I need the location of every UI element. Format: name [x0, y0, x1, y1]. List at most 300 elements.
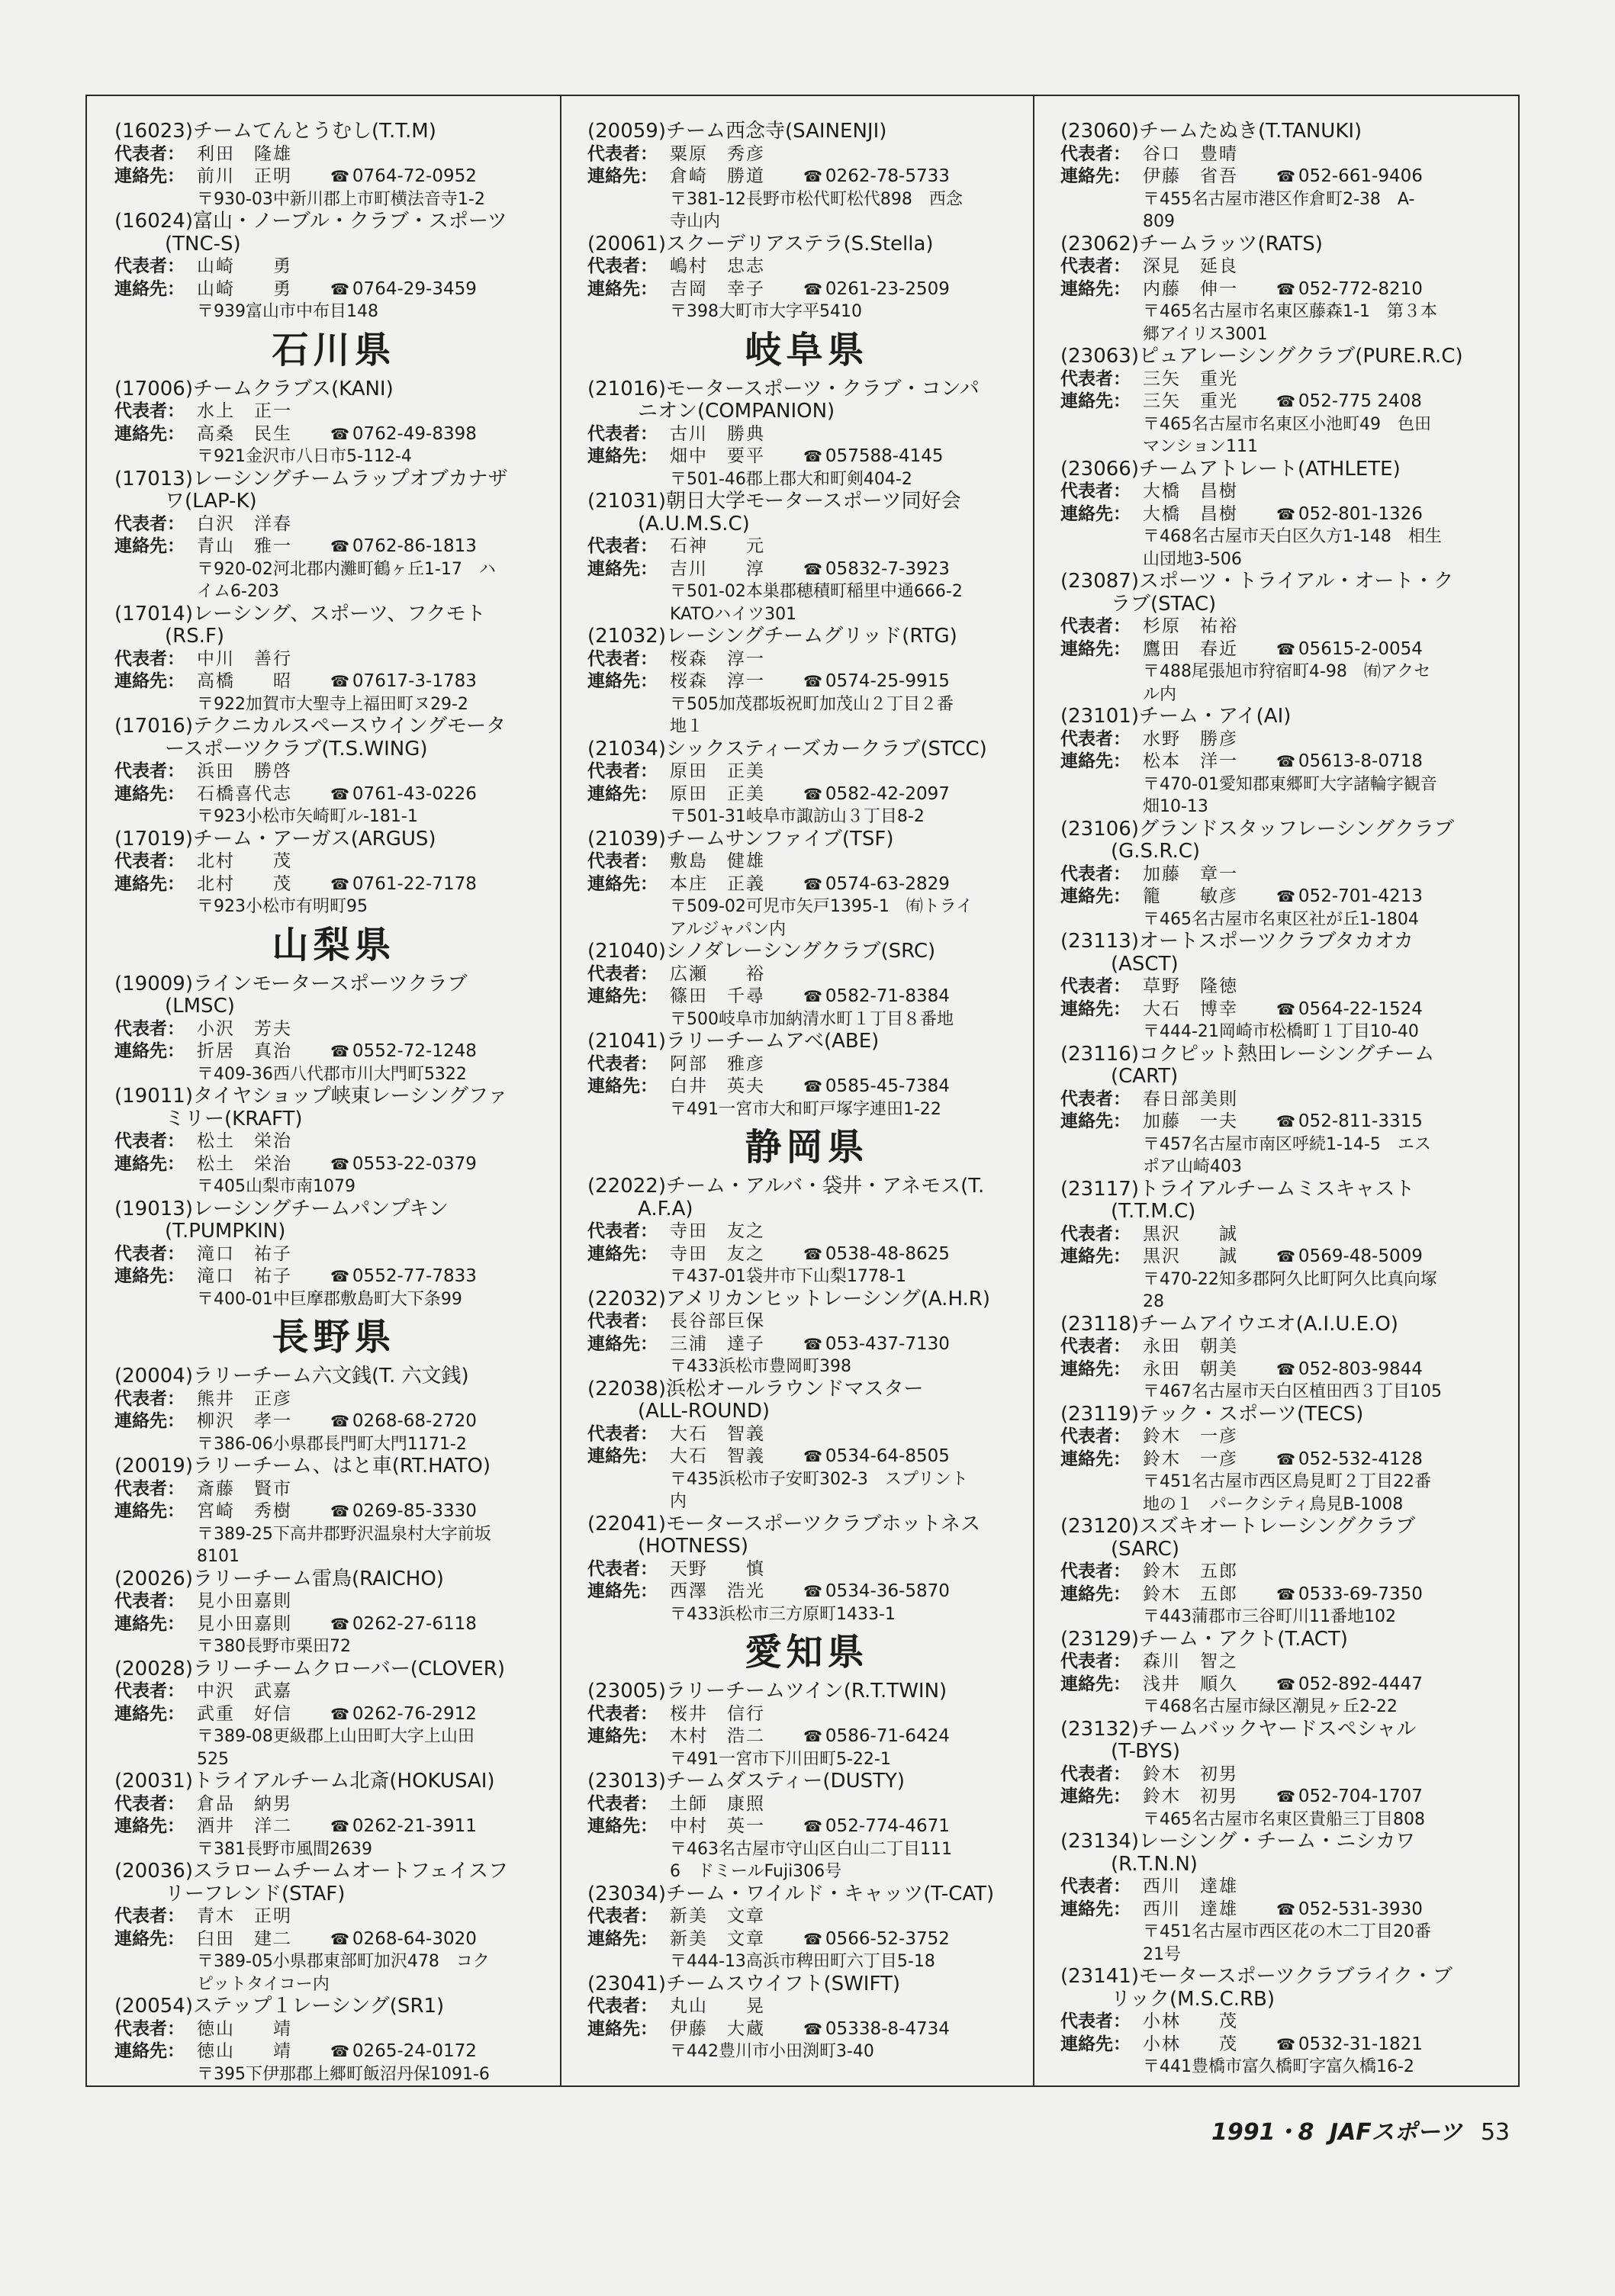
contact-row	[1060, 1111, 1499, 1134]
address-line: 〒500岐阜市加納清水町１丁目８番地	[670, 1009, 954, 1029]
club-name-continued: リック(M.S.C.RB)	[1111, 1987, 1276, 2011]
club-id: (17014)	[114, 602, 193, 625]
club-header	[114, 1455, 553, 1478]
representative-row	[114, 400, 553, 423]
contact-row	[114, 873, 553, 896]
phone-number: ☎ 0262-76-2912	[330, 1703, 477, 1726]
club-id: (23066)	[1060, 457, 1139, 481]
club-entry	[1060, 1043, 1499, 1179]
contact-label: 連絡先：	[114, 2041, 185, 2061]
club-id: (21040)	[587, 940, 666, 963]
club-header	[587, 490, 1026, 513]
club-name-continued: (G.S.R.C)	[1111, 840, 1201, 863]
address-line: 〒442豊川市小田渕町3-40	[670, 2042, 874, 2061]
club-name-continued: リーフレンド(STAF)	[165, 1882, 346, 1905]
club-header	[114, 468, 553, 491]
representative-label: 代表者：	[114, 1388, 185, 1409]
contact-row	[587, 1333, 1026, 1356]
contact-row	[587, 2018, 1026, 2041]
address-line: 〒470-22知多郡阿久比町阿久比真向塚	[1143, 1269, 1437, 1289]
club-name: チーム・アルバ・袋井・アネモス(T.	[666, 1175, 985, 1198]
contact-label: 連絡先：	[587, 986, 658, 1006]
contact-label: 連絡先：	[587, 1581, 658, 1601]
representative-row	[587, 761, 1026, 783]
contact-row	[1060, 751, 1499, 773]
club-name: トライアルチーム北斎(HOKUSAI)	[193, 1770, 495, 1793]
representative-row	[587, 1423, 1026, 1446]
address-line: 809	[1143, 212, 1175, 231]
prefecture-heading: 石川県	[272, 328, 396, 371]
phone-number: ☎ 0261-23-2509	[803, 278, 950, 301]
club-name: レーシング・チーム・ニシカワ	[1139, 1830, 1416, 1853]
phone-number: ☎ 052-531-3930	[1276, 1899, 1423, 1921]
club-header	[1060, 818, 1499, 841]
contact-label: 連絡先：	[114, 1411, 185, 1431]
address-line: 〒441豊橋市富久橋町字富久橋16-2	[1143, 2057, 1414, 2076]
club-header	[114, 121, 553, 143]
contact-row	[1060, 166, 1499, 188]
club-header	[587, 1175, 1026, 1198]
club-name: チーム・ワイルド・キャッツ(T-CAT)	[666, 1882, 995, 1905]
representative-row	[114, 1388, 553, 1411]
contact-label: 連絡先：	[114, 671, 185, 691]
representative-name: 深見 延良	[1143, 256, 1238, 276]
column-3	[1060, 121, 1499, 2079]
contact-name: 西川 達雄	[1143, 1899, 1238, 1919]
representative-label: 代表者：	[1060, 976, 1131, 996]
representative-label: 代表者：	[587, 1311, 658, 1331]
contact-label: 連絡先：	[114, 1703, 185, 1724]
club-entry	[1060, 571, 1499, 706]
phone-number: ☎ 0553-22-0379	[330, 1153, 477, 1176]
club-entry	[587, 233, 1026, 323]
club-entry	[1060, 233, 1499, 346]
representative-label: 代表者：	[587, 1793, 658, 1814]
phone-number: ☎ 052-811-3315	[1276, 1111, 1423, 1134]
representative-label: 代表者：	[1060, 1764, 1131, 1784]
representative-row	[114, 1130, 553, 1153]
contact-row	[1060, 278, 1499, 301]
contact-row	[1060, 1359, 1499, 1381]
contact-name: 西澤 浩光	[670, 1581, 765, 1601]
representative-label: 代表者：	[114, 851, 185, 871]
club-entry	[587, 1031, 1026, 1121]
club-name: ラリーチーム、はと車(RT.HATO)	[193, 1455, 491, 1478]
club-name-continued: ースポーツクラブ(T.S.WING)	[165, 737, 428, 761]
representative-label: 代表者：	[114, 1018, 185, 1039]
phone-number: ☎ 052-532-4128	[1276, 1449, 1423, 1471]
club-name: チームダスティー(DUSTY)	[666, 1770, 906, 1793]
contact-label: 連絡先：	[114, 1928, 185, 1949]
club-id: (17016)	[114, 715, 193, 738]
contact-label: 連絡先：	[587, 1928, 658, 1949]
phone-number: ☎ 0764-72-0952	[330, 166, 477, 188]
phone-number: ☎ 05338-8-4734	[803, 2018, 950, 2041]
club-entry	[587, 1288, 1026, 1378]
phone-number: ☎ 0761-43-0226	[330, 783, 477, 806]
representative-label: 代表者：	[587, 536, 658, 556]
contact-name: 鈴木 五郎	[1143, 1584, 1238, 1604]
representative-name: 青木 正明	[197, 1906, 292, 1926]
club-entry	[587, 121, 1026, 233]
phone-number: ☎ 0582-42-2097	[803, 783, 950, 806]
contact-name: 石橋喜代志	[197, 783, 292, 804]
club-name: ラリーチームアベ(ABE)	[666, 1030, 880, 1053]
club-name: シノダレーシングクラブ(SRC)	[666, 940, 936, 963]
representative-label: 代表者：	[1060, 481, 1131, 501]
contact-label: 連絡先：	[1060, 998, 1131, 1019]
club-name: ラリーチームツイン(R.T.TWIN)	[666, 1680, 947, 1703]
contact-name: 山崎 勇	[197, 278, 292, 299]
phone-number: ☎ 0586-71-6424	[803, 1725, 950, 1748]
phone-number: ☎ 0534-64-8505	[803, 1445, 950, 1468]
contact-row	[1060, 1449, 1499, 1471]
phone-number: ☎ 0762-49-8398	[330, 423, 477, 446]
contact-name: 伊藤 省吾	[1143, 166, 1238, 186]
address-line: 〒455名古屋市港区作倉町2-38 A-	[1143, 189, 1415, 209]
contact-name: 吉川 淳	[670, 558, 765, 579]
club-id: (23087)	[1060, 570, 1139, 593]
club-id: (23118)	[1060, 1312, 1139, 1336]
representative-name: 杉原 祐裕	[1143, 616, 1238, 636]
representative-row	[114, 1018, 553, 1041]
representative-label: 代表者：	[587, 648, 658, 669]
contact-label: 連絡先：	[1060, 1449, 1131, 1469]
club-entry	[1060, 1179, 1499, 1314]
address-line: 〒444-13高浜市稗田町六丁目5-18	[670, 1952, 935, 1971]
address-line: 地の１ パークシティ鳥見B-1008	[1143, 1494, 1404, 1514]
club-entry	[1060, 818, 1499, 931]
representative-label: 代表者：	[114, 2018, 185, 2039]
contact-row	[1060, 1786, 1499, 1809]
contact-label: 連絡先：	[114, 783, 185, 804]
contact-label: 連絡先：	[114, 1613, 185, 1634]
address-line: 〒501-46郡上郡大和町剣404-2	[670, 469, 912, 489]
contact-label: 連絡先：	[587, 446, 658, 466]
representative-row	[1060, 863, 1499, 886]
club-header	[1060, 1314, 1499, 1336]
club-name: アメリカンヒットレーシング(A.H.R)	[666, 1287, 991, 1310]
representative-row	[1060, 1336, 1499, 1359]
club-name-continued: (ASCT)	[1111, 952, 1179, 976]
representative-name: 浜田 勝啓	[197, 761, 292, 781]
representative-label: 代表者：	[114, 648, 185, 669]
address-line: 〒509-02可児市矢戸1395-1 ㈲トライ	[670, 897, 973, 916]
phone-number: ☎ 0566-52-3752	[803, 1928, 950, 1951]
contact-row	[114, 2040, 553, 2063]
club-header	[587, 1378, 1026, 1401]
contact-name: 原田 正美	[670, 783, 765, 804]
contact-label: 連絡先：	[587, 1243, 658, 1264]
contact-row	[114, 1613, 553, 1636]
club-name: スポーツ・トライアル・オート・ク	[1139, 570, 1454, 593]
representative-name: 石神 元	[670, 536, 765, 556]
representative-row	[114, 1243, 553, 1266]
phone-number: ☎ 052-772-8210	[1276, 278, 1423, 301]
directory-frame	[85, 95, 1520, 2087]
representative-name: 阿部 雅彦	[670, 1053, 765, 1074]
contact-row	[587, 278, 1026, 301]
representative-name: 山崎 勇	[197, 256, 292, 276]
contact-row	[114, 535, 553, 558]
contact-name: 浅井 順久	[1143, 1674, 1238, 1694]
phone-number: ☎ 0262-27-6118	[330, 1613, 477, 1636]
club-name: モータースポーツ・クラブ・コンパ	[666, 377, 980, 400]
club-entry	[587, 1513, 1026, 1626]
address-line: 〒923小松市矢崎町ル-181-1	[197, 807, 418, 826]
contact-label: 連絡先：	[587, 671, 658, 691]
club-name: レーシング、スポーツ、フクモト	[193, 602, 486, 625]
contact-row	[587, 783, 1026, 806]
club-entry	[1060, 458, 1499, 571]
address-line: 〒435浜松市子安町302-3 スプリント	[670, 1469, 969, 1489]
club-name: ラリーチーム雷鳥(RAICHO)	[193, 1567, 444, 1590]
club-header	[1060, 346, 1499, 368]
club-entry	[1060, 1719, 1499, 1831]
prefecture-heading: 岐阜県	[745, 328, 869, 371]
representative-row	[1060, 1876, 1499, 1899]
club-entry	[114, 1770, 553, 1860]
representative-name: 中川 善行	[197, 648, 292, 669]
club-entry	[1060, 1516, 1499, 1629]
address-line: 〒939富山市中布目148	[197, 302, 378, 321]
club-name-continued: ラブ(STAC)	[1111, 592, 1217, 616]
address-line: 525	[197, 1749, 229, 1769]
contact-label: 連絡先：	[114, 1816, 185, 1836]
representative-label: 代表者：	[114, 1131, 185, 1151]
club-name: テクニカルスペースウイングモータ	[193, 715, 507, 738]
phone-number: ☎ 0552-77-7833	[330, 1265, 477, 1288]
club-id: (23141)	[1060, 1965, 1139, 1988]
address-line: 〒405山梨市南1079	[197, 1177, 355, 1196]
contact-label: 連絡先：	[587, 1726, 658, 1746]
contact-row	[114, 1040, 553, 1063]
phone-number: ☎ 052-801-1326	[1276, 503, 1423, 526]
address-line: 〒920-02河北郡内灘町鶴ヶ丘1-17 ハ	[197, 559, 496, 579]
club-name: 富山・ノーブル・クラブ・スポーツ	[193, 210, 507, 233]
club-name: チームラッツ(RATS)	[1139, 232, 1323, 256]
contact-row	[114, 670, 553, 693]
contact-row	[587, 1581, 1026, 1603]
club-name: スクーデリアステラ(S.Stella)	[666, 232, 934, 256]
club-header	[114, 1568, 553, 1591]
representative-name: 丸山 晃	[670, 1996, 765, 2016]
club-id: (17019)	[114, 827, 193, 851]
club-id: (23034)	[587, 1882, 666, 1905]
column-1	[114, 121, 553, 2085]
contact-name: 三浦 達子	[670, 1333, 765, 1354]
representative-name: 嶋村 忠志	[670, 256, 765, 276]
contact-label: 連絡先：	[114, 1501, 185, 1521]
representative-label: 代表者：	[587, 1703, 658, 1724]
contact-label: 連絡先：	[114, 278, 185, 299]
representative-row	[1060, 976, 1499, 998]
contact-label: 連絡先：	[114, 166, 185, 186]
phone-number: ☎ 05613-8-0718	[1276, 751, 1423, 773]
representative-label: 代表者：	[114, 143, 185, 164]
club-name: レーシングチームラップオブカナザ	[193, 467, 508, 490]
club-name: チーム西念寺(SAINENJI)	[666, 120, 887, 143]
contact-label: 連絡先：	[1060, 1246, 1131, 1266]
representative-name: 見小田嘉則	[197, 1591, 292, 1611]
page-number: 53	[1480, 2119, 1510, 2146]
phone-number: ☎ 052-775 2408	[1276, 391, 1422, 413]
club-name-continued: (A.U.M.S.C)	[638, 512, 750, 535]
club-header	[587, 738, 1026, 761]
club-header	[587, 828, 1026, 851]
address-line: 〒467名古屋市天白区植田西３丁目105	[1143, 1382, 1442, 1401]
club-id: (21034)	[587, 737, 666, 761]
column-divider	[560, 96, 561, 2085]
representative-label: 代表者：	[587, 963, 658, 984]
contact-label: 連絡先：	[1060, 1674, 1131, 1694]
representative-label: 代表者：	[1060, 1876, 1131, 1896]
club-id: (23113)	[1060, 930, 1139, 953]
club-name-continued: (LMSC)	[165, 995, 235, 1018]
contact-label: 連絡先：	[1060, 751, 1131, 771]
representative-name: 寺田 友之	[670, 1221, 765, 1241]
magazine-name: JAFスポーツ	[1329, 2119, 1462, 2146]
club-entry	[114, 1085, 553, 1198]
contact-row	[587, 445, 1026, 468]
club-header	[114, 1860, 553, 1883]
representative-name: 大橋 昌樹	[1143, 481, 1238, 501]
club-name: ステップ１レーシング(SR1)	[193, 1995, 445, 2018]
contact-row	[587, 1243, 1026, 1266]
club-name: モータースポーツクラブライク・ブ	[1139, 1965, 1453, 1988]
club-header	[587, 1973, 1026, 1996]
address-line: 〒389-25下高井郡野沢温泉村大字前坂	[197, 1524, 491, 1544]
contact-row	[587, 166, 1026, 188]
club-header	[1060, 1831, 1499, 1854]
representative-label: 代表者：	[114, 761, 185, 781]
club-header	[1060, 1179, 1499, 1201]
representative-label: 代表者：	[114, 513, 185, 534]
club-header	[1060, 1404, 1499, 1426]
contact-label: 連絡先：	[587, 278, 658, 299]
contact-label: 連絡先：	[1060, 1111, 1131, 1131]
representative-name: 天野 慎	[670, 1558, 765, 1579]
address-line: 山団地3-506	[1143, 549, 1242, 569]
club-name: チームたぬき(T.TANUKI)	[1139, 120, 1362, 143]
address-line: 〒444-21岡崎市松橋町１丁目10-40	[1143, 1022, 1419, 1041]
representative-name: 桜森 淳一	[670, 648, 765, 669]
club-id: (22022)	[587, 1175, 666, 1198]
club-name: チームクラブス(KANI)	[193, 377, 394, 400]
contact-row	[587, 986, 1026, 1008]
phone-number: ☎ 05832-7-3923	[803, 558, 950, 581]
representative-label: 代表者：	[114, 1243, 185, 1264]
representative-label: 代表者：	[1060, 1651, 1131, 1671]
phone-number: ☎ 0262-21-3911	[330, 1815, 477, 1838]
representative-row	[1060, 2011, 1499, 2034]
contact-label: 連絡先：	[1060, 2034, 1131, 2054]
representative-row	[1060, 143, 1499, 166]
contact-name: 酒井 洋二	[197, 1816, 292, 1836]
representative-name: 大石 智義	[670, 1423, 765, 1444]
phone-number: ☎ 0534-36-5870	[803, 1581, 950, 1603]
club-header	[587, 121, 1026, 143]
contact-row	[1060, 2034, 1499, 2056]
contact-name: 加藤 一夫	[1143, 1111, 1238, 1131]
address-line: 〒386-06小県郡長門町大門1171-2	[197, 1434, 467, 1454]
representative-label: 代表者：	[114, 1478, 185, 1499]
representative-label: 代表者：	[1060, 1089, 1131, 1109]
address-line: 21号	[1143, 1944, 1181, 1964]
address-line: 〒465名古屋市名東区社が丘1-1804	[1143, 909, 1419, 929]
club-header	[114, 1770, 553, 1793]
phone-number: ☎ 0532-31-1821	[1276, 2034, 1423, 2056]
contact-row	[1060, 638, 1499, 661]
club-header	[1060, 1629, 1499, 1651]
address-line: 〒468名古屋市天白区久方1-148 相生	[1143, 527, 1442, 546]
club-name-continued: (R.T.N.N)	[1111, 1852, 1198, 1876]
club-id: (20019)	[114, 1455, 193, 1478]
prefecture-heading: 長野県	[272, 1316, 396, 1359]
club-name-continued: (T.PUMPKIN)	[165, 1220, 286, 1243]
contact-name: 倉崎 勝道	[670, 166, 765, 186]
club-name: チーム・アイ(AI)	[1139, 705, 1292, 728]
club-name: チームアトレート(ATHLETE)	[1139, 457, 1401, 481]
club-id: (23106)	[1060, 817, 1139, 841]
phone-number: ☎ 052-661-9406	[1276, 166, 1423, 188]
club-entry	[587, 1883, 1026, 1973]
club-entry	[114, 1860, 553, 1995]
representative-row	[587, 256, 1026, 278]
phone-number: ☎ 0569-48-5009	[1276, 1246, 1423, 1269]
contact-row	[1060, 1674, 1499, 1696]
phone-number: ☎ 0533-69-7350	[1276, 1584, 1423, 1606]
club-name-continued: (RS.F)	[165, 625, 225, 648]
representative-name: 広瀬 裕	[670, 963, 765, 984]
club-entry	[1060, 346, 1499, 458]
club-header	[587, 233, 1026, 256]
club-entry	[587, 828, 1026, 941]
contact-label: 連絡先：	[1060, 886, 1131, 906]
address-line: 〒381長野市風間2639	[197, 1839, 372, 1859]
phone-number: ☎ 057588-4145	[803, 445, 944, 468]
representative-label: 代表者：	[587, 143, 658, 164]
contact-label: 連絡先：	[587, 558, 658, 579]
club-id: (20031)	[114, 1770, 193, 1793]
contact-name: 高橋 昭	[197, 671, 292, 691]
contact-name: 見小田嘉則	[197, 1613, 292, 1634]
address-line: 〒443蒲郡市三谷町川11番地102	[1143, 1607, 1396, 1626]
representative-label: 代表者：	[1060, 256, 1131, 276]
phone-number: ☎ 052-803-9844	[1276, 1359, 1423, 1381]
representative-row	[1060, 256, 1499, 278]
contact-name: 桜森 淳一	[670, 671, 765, 691]
phone-number: ☎ 0585-45-7384	[803, 1076, 950, 1098]
address-line: 〒395下伊那郡上郷町飯沼丹保1091-6	[197, 2064, 490, 2084]
contact-label: 連絡先：	[587, 1333, 658, 1354]
phone-number: ☎ 0762-86-1813	[330, 535, 477, 558]
club-header	[114, 378, 553, 401]
contact-label: 連絡先：	[114, 1153, 185, 1174]
representative-label: 代表者：	[114, 1906, 185, 1926]
address-line: 〒451名古屋市西区花の木二丁目20番	[1143, 1922, 1431, 1941]
club-header	[114, 1658, 553, 1681]
phone-number: ☎ 052-892-4447	[1276, 1674, 1423, 1696]
club-id: (23132)	[1060, 1717, 1139, 1741]
contact-name: 武重 好信	[197, 1703, 292, 1724]
representative-label: 代表者：	[587, 1996, 658, 2016]
representative-name: 谷口 豊晴	[1143, 143, 1238, 164]
club-id: (23119)	[1060, 1402, 1139, 1426]
contact-name: 高桑 民生	[197, 423, 292, 444]
club-name: チームサンファイブ(TSF)	[666, 827, 894, 851]
representative-name: 森川 智之	[1143, 1651, 1238, 1671]
